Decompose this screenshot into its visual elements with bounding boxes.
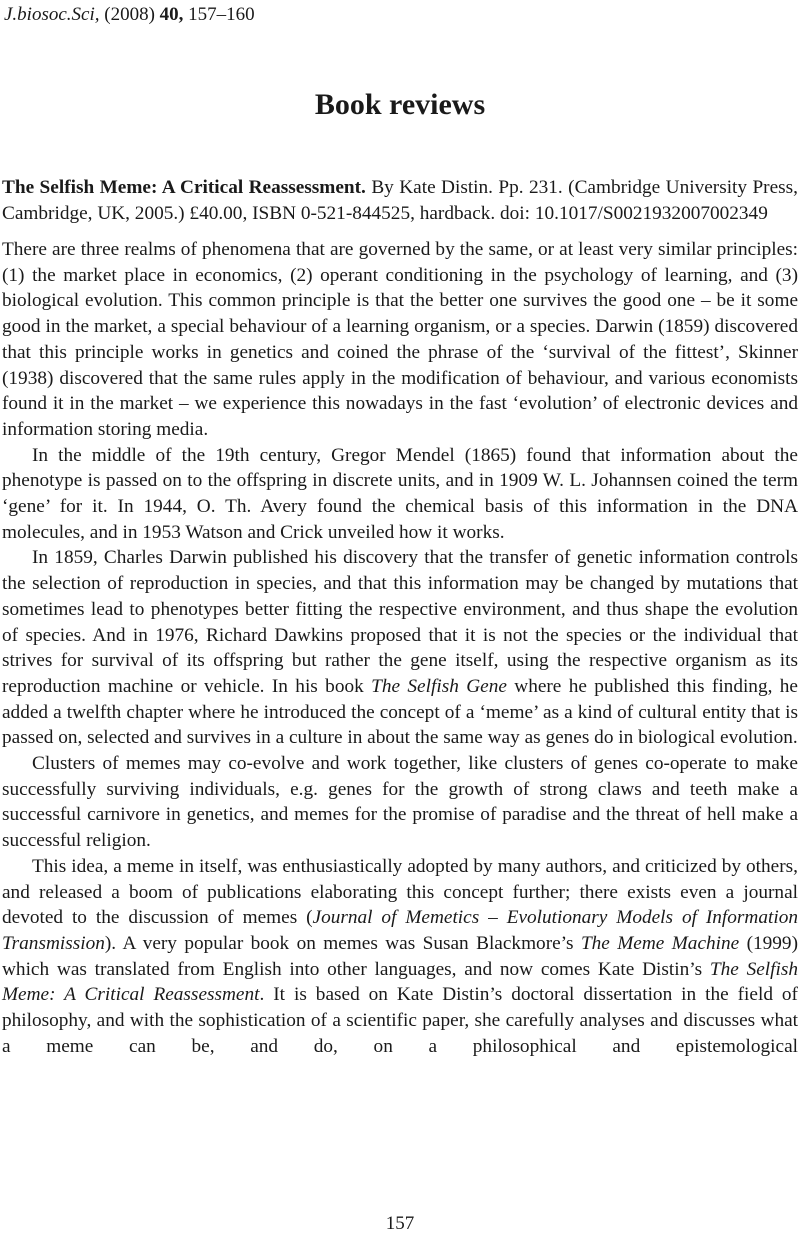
journal-year: (2008) xyxy=(104,4,155,25)
review-body xyxy=(2,237,798,1060)
paragraph-1: There are three realms of phenomena that are governed by the same, or at least very similar principles: (1) the market place in economics, (2) operant conditioning in the psychology of learning, and (3) biological evolution. This common principle is that the better one survives the good one – be it some good in the market, a special behaviour of a learning organism, or a species. Darwin (1859) discovered that this principle works in genetics and coined the phrase of the ‘survival of the fittest’, Skinner (1938) discovered that the same rules apply in the modification of behaviour, and various economists found it in the market – we experience this nowadays in the fast ‘evolution’ of electronic devices and information storing media. xyxy=(2,239,798,440)
paragraph-3 xyxy=(2,545,798,751)
book-details: By Kate Distin. Pp. 231. (Cambridge University Press, Cambridge, UK, 2005.) £40.00, ISBN 0-521-844525, hardback. doi: 10.1017/S0021932007002349 xyxy=(2,177,798,224)
book-title-selfish-meme: The Selfish Meme: A Critical Reassessment xyxy=(2,958,798,1006)
journal-title-memetics: Journal of Memetics – Evolutionary Models of Information Transmission xyxy=(2,907,798,954)
paragraph-5 xyxy=(2,854,798,1060)
book-title-meme-machine: The Meme Machine xyxy=(580,932,740,954)
paragraph-4: Clusters of memes may co-evolve and work together, like clusters of genes co-operate to make successfully surviving individuals, e.g. genes for the growth of strong claws and teeth make a successful carnivore in genetics, and memes for the promise of paradise and the threat of hell make a successful religion. xyxy=(2,753,798,852)
paragraph-3-text-b: where he published this finding, he added a twelfth chapter where he introduced the concept of a ‘meme’ as a kind of cultural entity that is passed on, selected and survives in a culture in about the same way as genes do in biological evolution. xyxy=(2,675,798,749)
book-citation xyxy=(2,175,798,227)
paragraph-2: In the middle of the 19th century, Gregor Mendel (1865) found that information about the phenotype is passed on to the offspring in discrete units, and in 1909 W. L. Johannsen coined the term ‘gene’ for it. In 1944, O. Th. Avery found the chemical basis of this information in the DNA molecules, and in 1953 Watson and Crick unveiled how it works. xyxy=(2,444,798,543)
paragraph-5-text-a: This idea, a meme in itself, was enthusiastically adopted by many authors, and criticized by others, and released a boom of publications elaborating this concept further; there exists even a journal devoted to the discussion of memes ( xyxy=(2,855,798,929)
book-title-selfish-gene: The Selfish Gene xyxy=(371,675,507,697)
paragraph-5-text-b: ). A very popular book on memes was Susan Blackmore’s xyxy=(104,932,581,954)
paragraph-5-text-c: (1999) which was translated from English into other languages, and now comes Kate Distin’s xyxy=(2,932,798,980)
running-head xyxy=(4,2,255,28)
journal-pages: 157–160 xyxy=(188,4,255,25)
section-title: Book reviews xyxy=(314,88,486,121)
page-number: 157 xyxy=(385,1213,415,1234)
journal-volume: 40, xyxy=(159,4,184,25)
journal-name: J.biosoc.Sci, xyxy=(4,4,100,25)
book-title: The Selfish Meme: A Critical Reassessment. xyxy=(2,177,366,198)
paragraph-3-text-a: In 1859, Charles Darwin published his discovery that the transfer of genetic information controls the selection of reproduction in species, and that this information may be changed by mutations that sometimes lead to phenotypes better fitting the respective environment, and thus shape the evolution of species. And in 1976, Richard Dawkins proposed that it is not the species or the individual that strives for survival of its offspring but rather the gene itself, using the respective organism as its reproduction machine or vehicle. In his book xyxy=(2,547,798,697)
paragraph-5-text-d: . It is based on Kate Distin’s doctoral dissertation in the field of philosophy, and with the sophistication of a scientific paper, she carefully analyses and discusses what a meme can be, and do, on a philosophical and epistemological xyxy=(2,984,798,1057)
